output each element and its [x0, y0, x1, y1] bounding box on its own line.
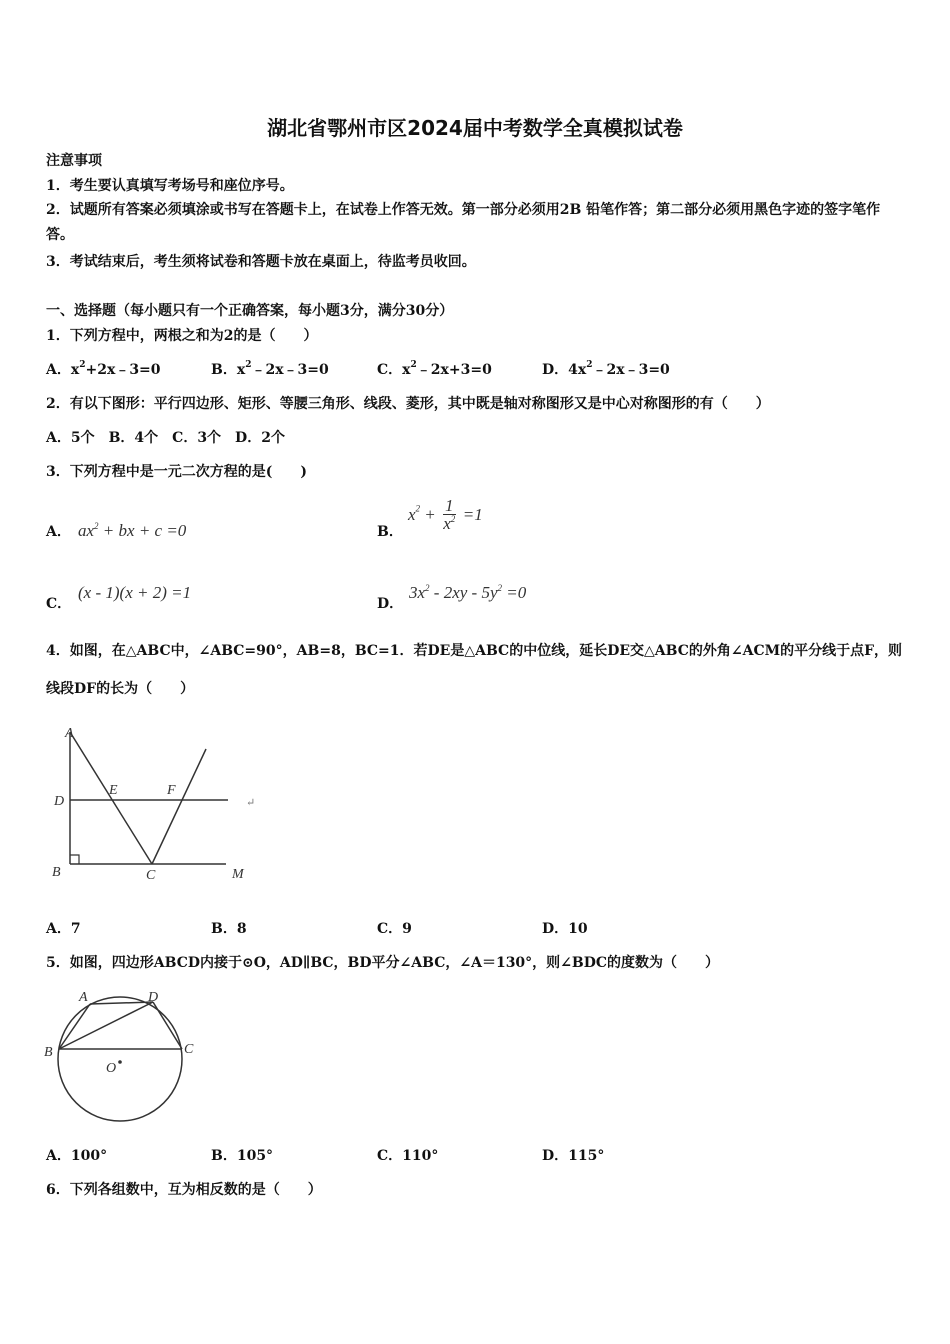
q3-option-a-expr[interactable]: $ax^2$ + bx + c =0 [78, 521, 187, 540]
q4-stem: 4．如图，在△ABC中，∠ABC=90°，AB=8，BC=1．若DE是△ABC的中位线，延长DE交△ABC的外角∠ACM的平分线于点F，则线段DF的长为（ ） [46, 643, 903, 697]
q5-label-d: D [148, 990, 159, 1005]
q5-label-c: C [184, 1042, 194, 1057]
q6-stem: 6．下列各组数中，互为相反数的是（ ） [46, 1182, 322, 1198]
q4-figure [46, 722, 266, 888]
section-heading: 一、选择题（每小题只有一个正确答案，每小题3分，满分30分） [46, 303, 454, 319]
q5-option-d[interactable]: D．115° [542, 1148, 605, 1164]
q1-option-d[interactable]: D．$4x^2﹣2x﹣3=0$ [542, 360, 670, 378]
q3-option-d-label[interactable]: D． [377, 596, 404, 612]
q4-label-b: B [52, 865, 61, 880]
q4-label-c: C [146, 868, 156, 883]
notice-item-1: 1．考生要认真填写考场号和座位序号。 [46, 178, 294, 194]
q5-label-b: B [44, 1045, 53, 1060]
q5-label-o: O [106, 1061, 117, 1076]
q5-option-a[interactable]: A．100° [46, 1148, 108, 1164]
q5-segment-ab [59, 1004, 90, 1049]
q5-circle-o [58, 997, 182, 1121]
q5-stem: 5．如图，四边形ABCD内接于⊙O，AD∥BC，BD平分∠ABC，∠A＝130°，则∠BDC的度数为（ ） [46, 955, 720, 971]
q4-return-mark: ↵ [246, 797, 256, 809]
q4-option-d[interactable]: D．10 [542, 921, 588, 937]
exam-title: 湖北省鄂州市区2024届中考数学全真模拟试卷 [267, 116, 683, 140]
q4-label-d: D [54, 794, 65, 809]
q5-center-point [118, 1060, 122, 1064]
q1-stem: 1．下列方程中，两根之和为2的是（ ） [46, 328, 318, 344]
q3-option-c-label[interactable]: C． [46, 596, 72, 612]
q5-segment-dc [153, 1002, 182, 1049]
q5-label-a: A [79, 990, 88, 1005]
q4-option-a[interactable]: A．7 [46, 921, 81, 937]
q5-segment-ad [90, 1002, 153, 1004]
q4-label-a: A [65, 726, 74, 741]
q4-segment-cf [152, 749, 206, 864]
q1-option-a[interactable]: A．$x^2+2x﹣3=0$ [46, 360, 161, 378]
notice-item-3: 3．考试结束后，考生须将试卷和答题卡放在桌面上，待监考员收回。 [46, 254, 476, 270]
q5-option-c[interactable]: C．110° [377, 1148, 439, 1164]
q3-option-c-expr[interactable]: (x - 1)(x + 2) =1 [78, 583, 192, 602]
q3-option-b-label[interactable]: B． [377, 524, 403, 540]
q3-stem: 3．下列方程中是一元二次方程的是( ) [46, 464, 307, 480]
q4-segment-ac [70, 732, 152, 864]
q3-option-b-fraction: $\frac{1}{x^2}$ [443, 496, 456, 533]
q3-option-d-expr[interactable]: $3x^2 - 2xy - 5y^2 =0$ [409, 583, 527, 602]
q1-option-c[interactable]: C．$x^2﹣2x+3=0$ [377, 360, 492, 378]
q4-option-b[interactable]: B．8 [211, 921, 247, 937]
q3-option-b-expr[interactable]: $x^2$ + $\frac{1}{x^2}$ =1 [408, 496, 483, 533]
q5-figure [40, 985, 200, 1127]
q5-option-b[interactable]: B．105° [211, 1148, 274, 1164]
q1-option-b[interactable]: B．$x^2﹣2x﹣3=0$ [211, 360, 329, 378]
notice-item-2: 2．试题所有答案必须填涂或书写在答题卡上，在试卷上作答无效。第一部分必须用2B 铅笔作答；第二部分必须用黑色字迹的签字笔作答。 [46, 202, 881, 243]
q3-option-a-label[interactable]: A． [46, 524, 71, 540]
q4-option-c[interactable]: C．9 [377, 921, 412, 937]
q5-segment-bd [59, 1002, 153, 1049]
q2-options[interactable]: A．5个 B．4个 C．3个 D．2个 [46, 430, 285, 446]
q4-label-e: E [109, 783, 118, 798]
q4-label-m: M [232, 867, 244, 882]
q4-right-angle-mark [70, 855, 79, 864]
notice-heading: 注意事项 [46, 153, 102, 169]
q2-stem: 2．有以下图形：平行四边形、矩形、等腰三角形、线段、菱形，其中既是轴对称图形又是中心对称图形的有（ ） [46, 396, 770, 412]
q4-label-f: F [167, 783, 176, 798]
